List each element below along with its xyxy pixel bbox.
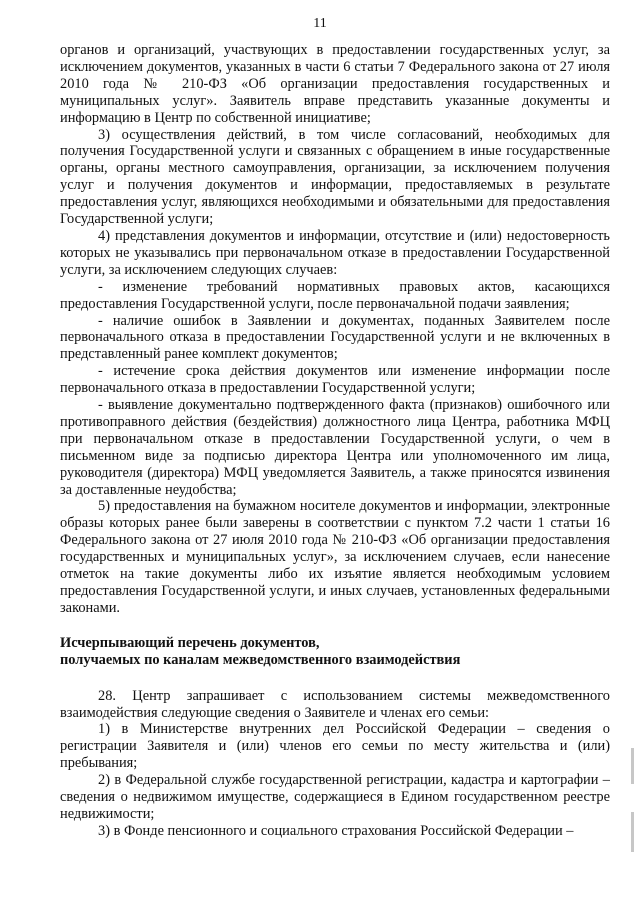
list-item-3: 3) осуществления действий, в том числе согласований, необходимых для получения Государственной услуги и связанных с обращением в иные государственные органы, органы местного самоуправления, организации, за исключением получения услуг и получения документов и информации, предоставляемых в результате предоставления услуг, являющихся необходимыми и обязательными для предоставления Государственной услуги; (60, 126, 610, 228)
dash-item-expiry: - истечение срока действия документов или изменение информации после первоначального отказа в предоставлении Государственной услуги; (60, 363, 610, 397)
scan-edge-mark (631, 748, 634, 784)
paragraph-28-item-3: 3) в Фонде пенсионного и социального страхования Российской Федерации – (98, 822, 574, 839)
dash-item-errors: - наличие ошибок в Заявлении и документах, поданных Заявителем после первоначального отказа в предоставлении Государственной услуги и не включенных в представленный ранее комплект документов; (60, 312, 610, 363)
paragraph-28: 28. Центр запрашивает с использованием системы межведомственного взаимодействия следующие сведения о Заявителе и членах его семьи: (60, 687, 610, 721)
paragraph-28-item-1: 1) в Министерстве внутренних дел Российской Федерации – сведения о регистрации Заявителя и (или) членов его семьи по месту жительства и (или) пребывания; (60, 721, 610, 772)
page-number: 11 (313, 16, 327, 31)
paragraph-28-item-2: 2) в Федеральной службе государственной регистрации, кадастра и картографии – сведения о недвижимом имуществе, содержащиеся в Едином государственном реестре недвижимости; (60, 772, 610, 822)
section-heading (60, 635, 610, 669)
dash-item-requirements-change: - изменение требований нормативных правовых актов, касающихся предоставления Государственной услуги, после первоначальной подачи заявления; (60, 278, 610, 312)
section-heading-line-1: Исчерпывающий перечень документов, (60, 634, 320, 651)
dash-item-misconduct: - выявление документально подтвержденного факта (признаков) ошибочного или противоправного действия (бездействия) должностного лица Центра, работника МФЦ при первоначальном отказе в предоставлении Государственной услуги, о чем в письменном виде за подписью директора Центра или уполномоченного им лица, руководителя (директора) МФЦ уведомляется Заявитель, а также приносятся извинения за доставленные неудобства; (60, 397, 610, 498)
scan-edge-mark (631, 812, 634, 852)
list-item-5: 5) предоставления на бумажном носителе документов и информации, электронные образы которых ранее были заверены в соответствии с пунктом 7.2 части 1 статьи 16 Федерального закона от 27 июля 2010 года № 210-ФЗ «Об организации предоставления государственных и муниципальных услуг», за исключением случаев, если нанесение отметок на такие документы либо их изъятие является необходимым условием предоставления Государственной услуги, и иных случаев, установленных федеральными законами. (60, 498, 610, 616)
document-body (60, 42, 610, 840)
list-item-4: 4) представления документов и информации, отсутствие и (или) недостоверность которых не указывались при первоначальном отказе в предоставлении Государственной услуги, за исключением следующих случаев: (60, 227, 610, 278)
section-heading-line-2: получаемых по каналам межведомственного взаимодействия (60, 651, 461, 668)
paragraph-continuation: органов и организаций, участвующих в предоставлении государственных услуг, за исключением документов, указанных в части 6 статьи 7 Федерального закона от 27 июля 2010 года № 210-ФЗ «Об организации предоставления государственных и муниципальных услуг». Заявитель вправе представить указанные документы и информацию в Центр по собственной инициативе; (60, 42, 610, 126)
